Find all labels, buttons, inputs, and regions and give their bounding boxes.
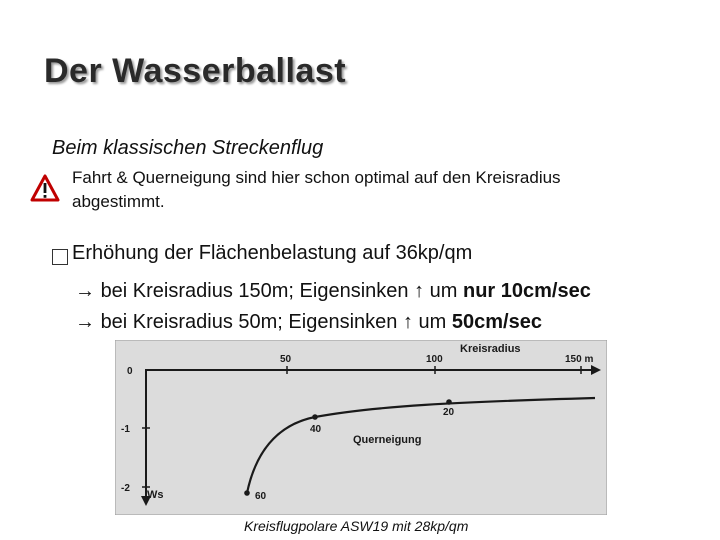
point-label: 60	[255, 491, 267, 502]
detail-line-150m	[75, 280, 591, 303]
warning-text-line-2: abgestimmt.	[72, 192, 165, 211]
slide-title: Der Wasserballast	[44, 52, 347, 90]
point-label: 40	[310, 424, 322, 435]
right-arrow-icon: →	[75, 280, 95, 302]
y-tick-label: -2	[121, 483, 130, 494]
x-tick-label: 150 m	[565, 354, 594, 365]
right-arrow-icon: →	[75, 311, 95, 333]
detail-text: bei Kreisradius 150m; Eigensinken	[100, 280, 409, 302]
up-arrow-icon: ↑	[414, 280, 425, 302]
bullet-text: Erhöhung der Flächenbelastung auf 36kp/qm	[72, 242, 473, 264]
checkbox-bullet-icon	[52, 249, 68, 265]
detail-um: um	[418, 311, 447, 333]
y-tick-label: 0	[127, 366, 133, 377]
detail-line-50m	[75, 311, 542, 334]
warning-text	[72, 166, 692, 214]
detail-um: um	[429, 280, 458, 302]
curve-point	[446, 399, 452, 405]
curve-point	[312, 414, 318, 420]
scan-background	[115, 340, 607, 515]
y-tick-label: -1	[121, 424, 130, 435]
detail-text: bei Kreisradius 50m; Eigensinken	[100, 311, 398, 333]
up-arrow-icon: ↑	[402, 311, 413, 333]
warning-triangle-icon	[30, 174, 60, 202]
point-label: 20	[443, 407, 455, 418]
warning-text-line-1: Fahrt & Querneigung sind hier schon optimal auf den Kreisradius	[72, 168, 561, 187]
x-tick-label: 100	[426, 354, 443, 365]
curve-label: Querneigung	[353, 434, 422, 446]
curve-point	[244, 490, 250, 496]
x-tick-label: 50	[280, 354, 292, 365]
y-axis-label: Ws	[147, 489, 164, 501]
polar-diagram-scan	[115, 340, 607, 515]
detail-value: 50cm/sec	[451, 311, 542, 333]
detail-value: nur 10cm/sec	[463, 280, 591, 302]
slide-subtitle: Beim klassischen Streckenflug	[52, 137, 324, 159]
x-axis-title: Kreisradius	[460, 343, 521, 355]
figure-caption: Kreisflugpolare ASW19 mit 28kp/qm	[244, 518, 469, 534]
